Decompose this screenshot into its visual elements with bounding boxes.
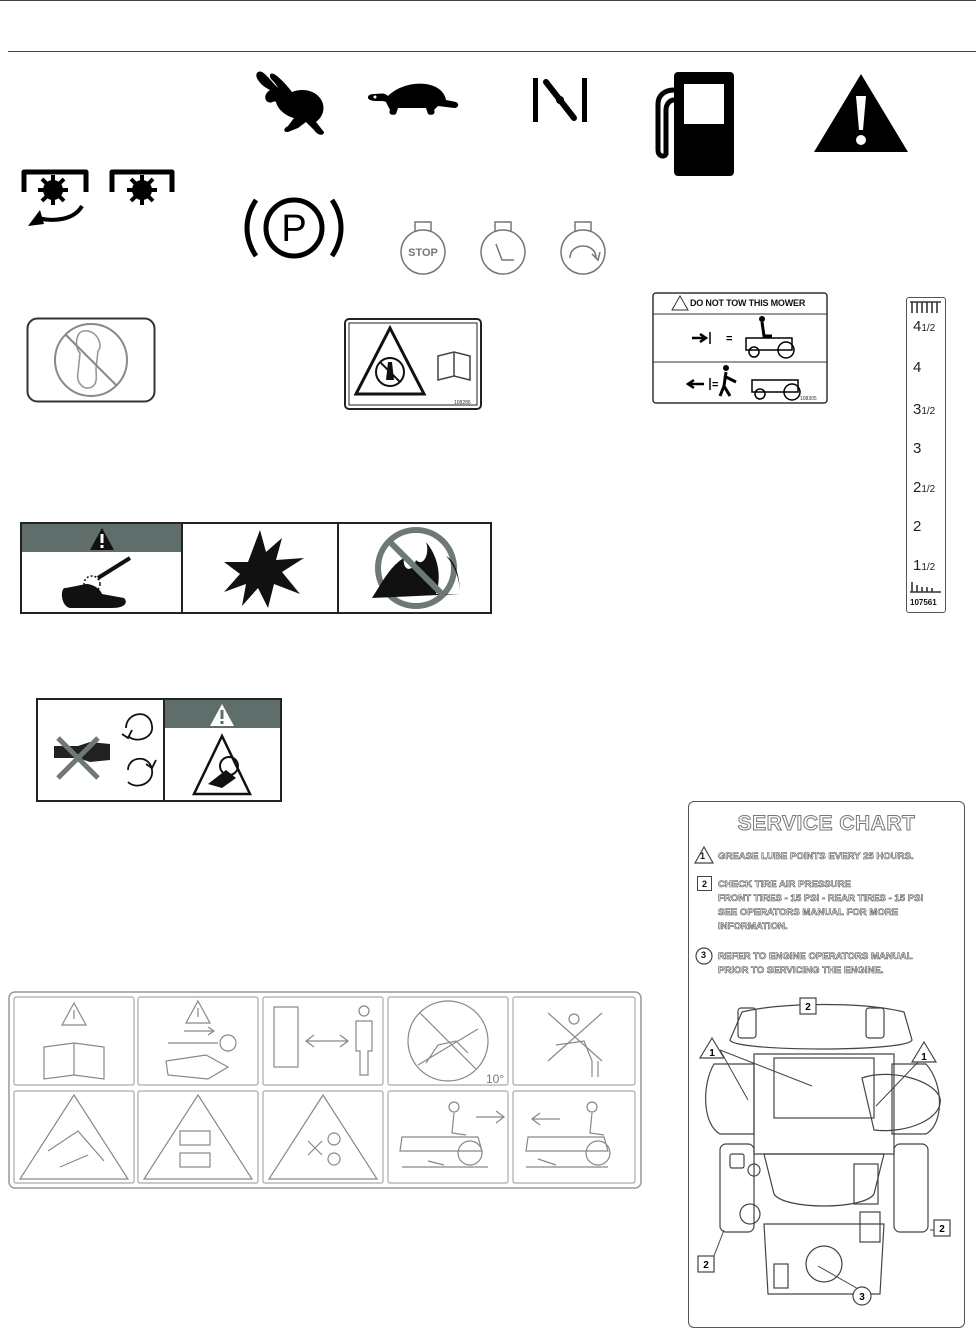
item2-line: CHECK TIRE AIR PRESSURE	[718, 879, 851, 890]
gauge-mark: 2	[913, 518, 922, 535]
item3-line: REFER TO ENGINE OPERATORS MANUAL	[718, 951, 913, 962]
diagram-callout: 3	[859, 1292, 865, 1303]
fuel-pump-icon	[652, 70, 742, 178]
gauge-mark: 21/2	[913, 479, 936, 496]
item3-line: PRIOR TO SERVICING THE ENGINE.	[718, 965, 884, 976]
svg-text:P: P	[281, 208, 307, 250]
item2-line: SEE OPERATORS MANUAL FOR MORE	[718, 907, 899, 918]
diagram-callout: 2	[939, 1224, 945, 1235]
gauge-code: 107561	[910, 598, 937, 607]
diagram-callout: 1	[709, 1048, 715, 1059]
mower-top-view-diagram	[694, 994, 956, 1310]
item1-number: 1	[700, 851, 706, 861]
rotating-parts-decal	[36, 698, 282, 802]
diagram-callout: 2	[703, 1260, 709, 1271]
gauge-mark: 11/2	[913, 557, 936, 574]
tall-grass-icon	[909, 300, 943, 314]
top-border	[0, 0, 976, 1]
stop-label: STOP	[408, 247, 438, 259]
item1-text: GREASE LUBE POINTS EVERY 25 HOURS.	[718, 851, 914, 862]
choke-icon	[528, 76, 592, 126]
item2-line: FRONT TIRES - 15 PSI - REAR TIRES - 15 PSI	[718, 893, 924, 904]
parking-brake-icon	[242, 192, 346, 264]
short-grass-icon	[909, 580, 943, 594]
item2-number: 2	[697, 876, 712, 891]
read-manual-thrown-object-decal	[344, 318, 482, 410]
diagram-callout: 2	[805, 1002, 811, 1013]
svg-text:=: =	[712, 379, 719, 391]
do-not-tow-decal	[652, 292, 828, 404]
tilt-angle-label: 10°	[486, 1072, 505, 1086]
svg-text:=: =	[726, 333, 733, 345]
safety-decal-code: 108286	[454, 400, 471, 406]
tow-decal-code: 108305	[800, 396, 817, 402]
gauge-mark: 3	[913, 440, 922, 457]
gauge-mark: 31/2	[913, 401, 936, 418]
diagram-callout: 1	[921, 1052, 927, 1063]
engine-start-icon	[558, 220, 608, 276]
item2-line: INFORMATION.	[718, 921, 788, 932]
header-rule	[8, 51, 976, 52]
rabbit-fast-icon	[248, 66, 328, 144]
engine-run-icon	[478, 220, 528, 276]
gauge-mark: 41/2	[913, 318, 936, 335]
warning-triangle-icon	[812, 72, 910, 154]
no-step-decal	[26, 317, 156, 403]
tow-decal-title: DO NOT TOW THIS MOWER	[690, 298, 806, 308]
item3-number: 3	[701, 950, 707, 960]
engine-stop-icon	[398, 220, 448, 276]
pto-engage-icon	[20, 166, 94, 232]
pto-disengage-icon	[108, 166, 178, 210]
service-chart-title: SERVICE CHART	[737, 812, 916, 835]
turtle-slow-icon	[366, 80, 460, 120]
gauge-mark: 4	[913, 359, 922, 376]
battery-hazard-decal	[20, 522, 492, 614]
operator-safety-label	[8, 991, 642, 1189]
